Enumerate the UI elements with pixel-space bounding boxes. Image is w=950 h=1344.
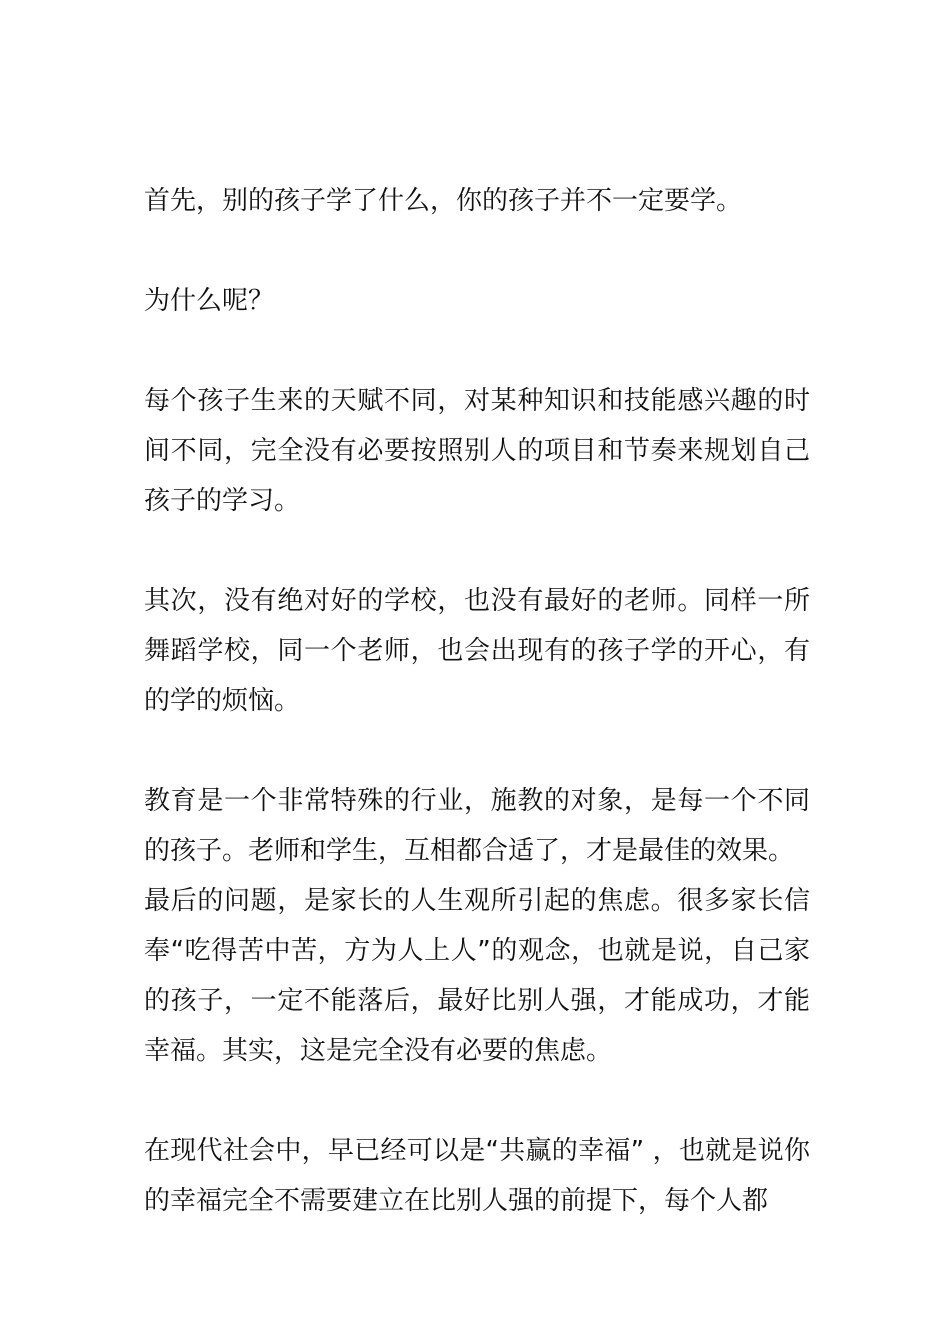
paragraph-5: 教育是一个非常特殊的行业，施教的对象，是每一个不同的孩子。老师和学生，互相都合适了，才是最佳的效果。 <box>144 786 810 866</box>
paragraph-3: 每个孩子生来的天赋不同，对某种知识和技能感兴趣的时间不同，完全没有必要按照别人的项目和节奏来规划自己孩子的学习。 <box>144 386 810 516</box>
paragraph-1: 首先，别的孩子学了什么，你的孩子并不一定要学。 <box>144 186 743 216</box>
paragraph-2: 为什么呢？ <box>144 286 275 316</box>
paragraph-7: 在现代社会中，早已经可以是“共赢的幸福” ，也就是说你的幸福完全不需要建立在比别人强的前提下，每个人都 <box>144 1136 810 1216</box>
paragraph-6: 最后的问题，是家长的人生观所引起的焦虑。很多家长信奉“吃得苦中苦，方为人上人”的观念，也就是说，自己家的孩子，一定不能落后，最好比别人强，才能成功，才能幸福。其实，这是完全没有必要的焦虑。 <box>144 886 810 1066</box>
paragraph-4: 其次，没有绝对好的学校，也没有最好的老师。同样一所舞蹈学校，同一个老师，也会出现有的孩子学的开心，有的学的烦恼。 <box>144 586 810 716</box>
document-body <box>144 176 810 1276</box>
